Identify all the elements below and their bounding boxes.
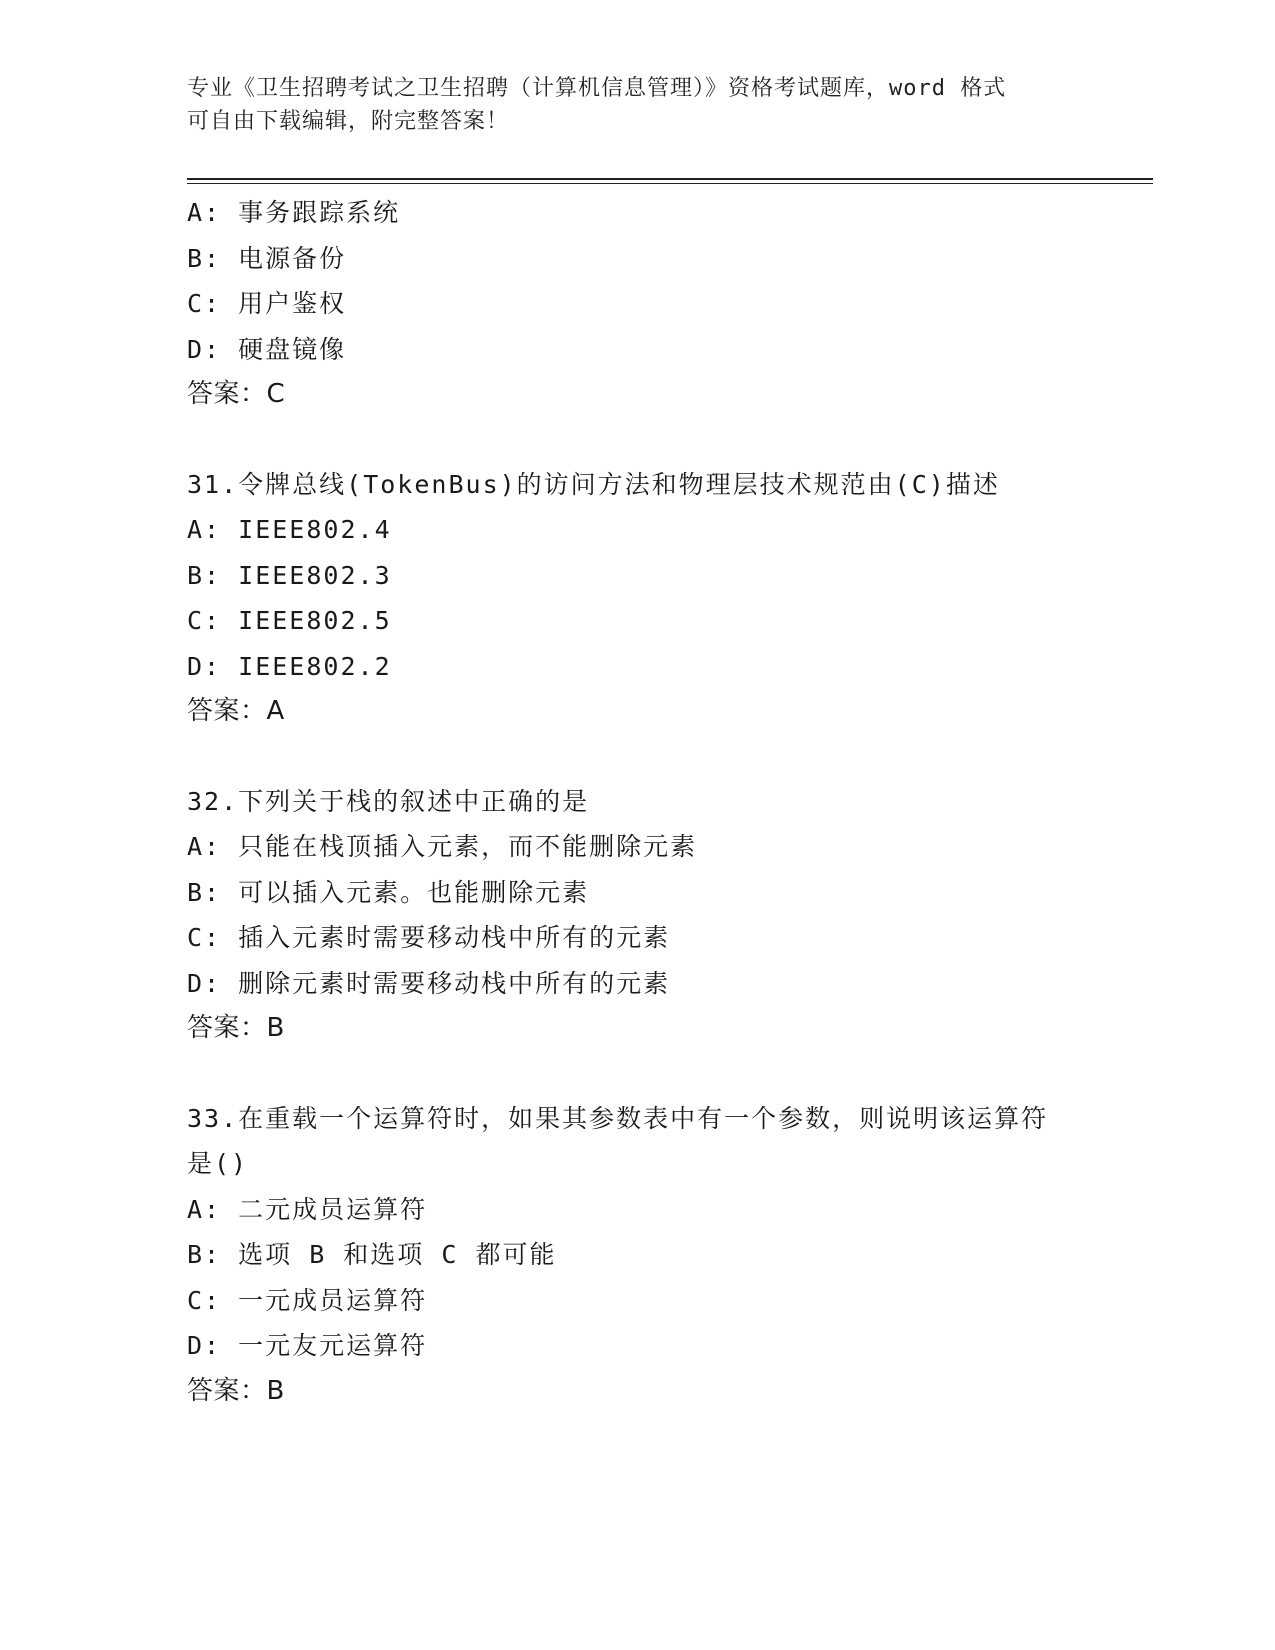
option-d: D: IEEE802.2 <box>187 651 392 681</box>
question-block-32 <box>187 779 1087 1052</box>
option-a: A: 只能在栈顶插入元素，而不能删除元素 <box>187 832 698 861</box>
question-block-30 <box>187 190 1087 418</box>
header-line-1: 专业《卫生招聘考试之卫生招聘（计算机信息管理）》资格考试题库，word 格式 <box>187 76 1007 101</box>
option-c: C: 插入元素时需要移动栈中所有的元素 <box>187 923 671 952</box>
option-b: B: 可以插入元素。也能删除元素 <box>187 877 590 907</box>
header-divider-thin <box>187 183 1153 184</box>
block-spacer <box>187 1052 1087 1096</box>
question-text: 32.下列关于栈的叙述中正确的是 <box>187 786 590 816</box>
option-d: D: 硬盘镜像 <box>187 334 347 364</box>
header-divider-thick <box>187 178 1153 180</box>
block-spacer <box>187 735 1087 779</box>
question-text: 33.在重载一个运算符时，如果其参数表中有一个参数，则说明该运算符是() <box>187 1103 1049 1178</box>
header-line-2: 可自由下载编辑，附完整答案！ <box>187 109 510 134</box>
question-block-31 <box>187 462 1087 735</box>
option-d: D: 一元友元运算符 <box>187 1331 428 1360</box>
option-b: B: IEEE802.3 <box>187 560 392 590</box>
option-c: C: 用户鉴权 <box>187 289 347 318</box>
answer-line: 答案：B <box>187 1375 285 1406</box>
answer-line: 答案：A <box>187 696 285 726</box>
question-text: 31.令牌总线(TokenBus)的访问方法和物理层技术规范由(C)描述 <box>187 469 1000 499</box>
question-list <box>187 190 1087 1414</box>
question-block-33 <box>187 1096 1087 1415</box>
option-c: C: IEEE802.5 <box>187 606 392 635</box>
answer-line: 答案：C <box>187 379 286 409</box>
option-c: C: 一元成员运算符 <box>187 1285 428 1315</box>
option-d: D: 删除元素时需要移动栈中所有的元素 <box>187 968 671 998</box>
option-a: A: 二元成员运算符 <box>187 1194 428 1224</box>
document-header <box>187 72 1067 138</box>
option-a: A: IEEE802.4 <box>187 515 392 544</box>
option-b: B: 电源备份 <box>187 243 347 273</box>
option-b: B: 选项 B 和选项 C 都可能 <box>187 1240 557 1269</box>
option-a: A: 事务跟踪系统 <box>187 198 401 227</box>
answer-line: 答案：B <box>187 1013 285 1043</box>
block-spacer <box>187 418 1087 462</box>
